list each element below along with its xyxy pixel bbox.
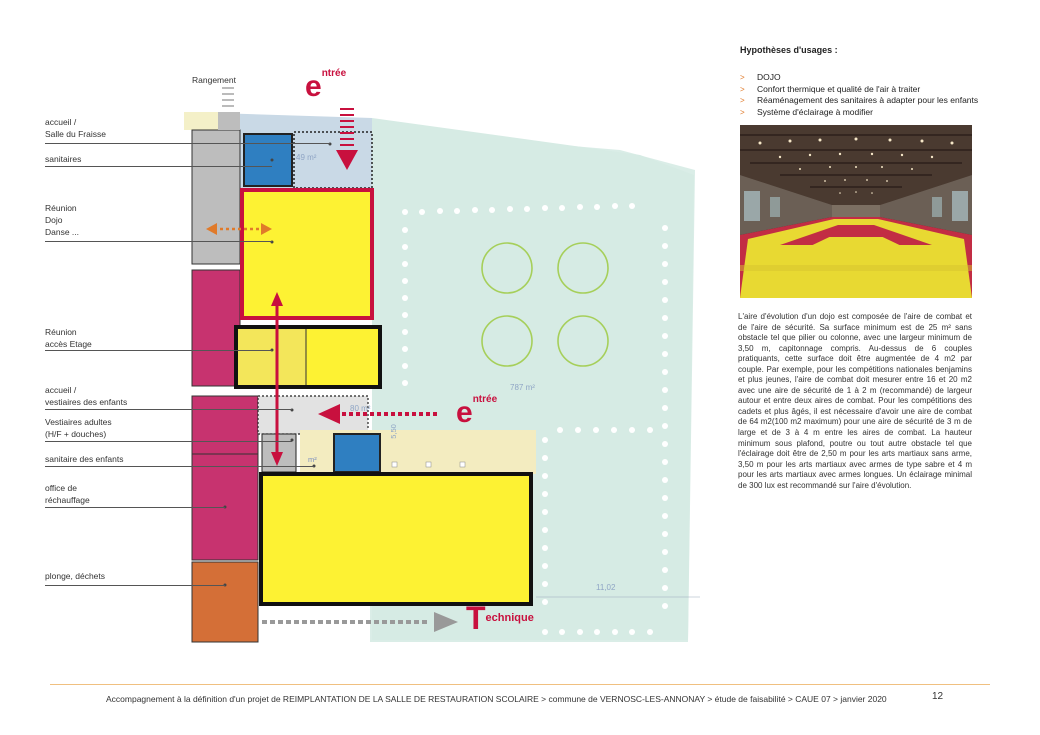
bullet-icon: >	[740, 96, 745, 105]
block-magenta-2	[192, 396, 258, 454]
block-orange	[192, 562, 258, 642]
dojo-area	[242, 190, 372, 318]
label-accueil-vestiaires: accueil / vestiaires des enfants	[45, 385, 128, 407]
technique-label	[466, 600, 534, 637]
block-magenta-1	[192, 270, 240, 386]
area-small: m²	[308, 455, 317, 464]
leader-accueil-vestiaires	[45, 409, 292, 410]
entree-top-letter: e	[305, 70, 322, 103]
leader-sanitaires	[45, 166, 272, 167]
entree-mid-letter: e	[456, 396, 473, 429]
restaurant-hall	[261, 474, 531, 604]
page-number: 12	[932, 691, 944, 702]
leader-accueil-fraisse	[45, 143, 330, 144]
bullet-icon: >	[740, 107, 745, 117]
label-plonge: plonge, déchets	[45, 571, 106, 581]
leader-reunion-etage	[45, 350, 272, 351]
dim-1102: 11,02	[596, 583, 616, 592]
block-grey-top	[192, 130, 240, 264]
hypothesis-item: > Système d'éclairage à modifier	[740, 106, 873, 117]
entree-top-label	[305, 70, 346, 104]
area-787: 787 m²	[510, 383, 535, 392]
label-vestiaires-adultes: Vestiaires adultes (H/F + douches)	[45, 417, 112, 439]
entree-mid-word: ntrée	[472, 394, 498, 405]
hypotheses-title: Hypothèses d'usages :	[740, 45, 838, 55]
hypothesis-item: > DOJO	[740, 72, 781, 82]
footer-text: Accompagnement à la définition d'un projet de REIMPLANTATION DE LA SALLE DE RESTAURATION SCOLAIRE > commune de VERNOSC-LES-ANNONAY > étude de faisabilité > CAUE 07 > janvier 2020	[106, 694, 887, 704]
entree-top-word: ntrée	[321, 68, 347, 79]
label-accueil-fraisse: accueil / Salle du Fraisse	[45, 117, 106, 139]
bullet-icon: >	[740, 84, 745, 94]
leader-reunion-dojo	[45, 241, 272, 242]
area-80: 80 m²	[350, 404, 371, 413]
technique-word: echnique	[485, 612, 534, 624]
leader-plonge	[45, 585, 225, 586]
hypothesis-item: > Réaménagement des sanitaires à adapter pour les enfants	[740, 95, 979, 105]
footer-divider	[50, 684, 990, 685]
label-sanitaires: sanitaires	[45, 154, 82, 164]
label-reunion-dojo: Réunion Dojo Danse ...	[45, 203, 80, 237]
technique-letter: T	[466, 600, 486, 636]
dojo-description: L'aire d'évolution d'un dojo est composée de l'aire de combat et de l'aire de sécurité. Sa surface minimum est de 25 m² sans obstacle tel que pilier ou colonne, avec une largeur minimum de 3,50 m, capitonnage compris. Au-dessus de 6 couples pratiquants, cette surface doit être augmentée de 4 m2 par couple. Par exemple, pour les compétitions nationales benjamins et plus jeunes, l'aire de combat doit mesurer entre 16 et 20 m2 avec une aire de sécurité de 1 à 2 m (recommandé) de largeur autour et entre deux aires de combat. Pour les compétitions des cadets et plus âgés, il est nécessaire d'avoir une aire de combat de 64 m2(100 m2 maximum) pour une aire de sécurité de 3 m de large et de 3 à 4 m entre les aires de combat. La hauteur minimum sous plafond, poutre ou tout autre obstacle tel que l'éclairage doit être de 2,50 m pour les arts martiaux sans arme, 3,50 m pour les arts martiaux avec armes de type sabre et 4 m pour les arts martiaux avec armes longues. Un éclairage minimal de 300 lux est recommandé sur l'aire d'évolution.	[738, 312, 972, 490]
label-office: office de réchauffage	[45, 483, 90, 505]
label-sanitaire-enfants: sanitaire des enfants	[45, 454, 124, 464]
label-reunion-etage: Réunion accès Etage	[45, 327, 92, 349]
dim-550: 5,50	[388, 424, 398, 439]
hypotheses-list	[738, 72, 978, 118]
area-top: 49 m²	[296, 153, 317, 162]
block-blue-top	[244, 134, 292, 186]
label-rangement: Rangement	[192, 75, 236, 85]
hypothesis-item: > Confort thermique et qualité de l'air à traiter	[740, 83, 921, 94]
dojo-photo	[740, 125, 972, 298]
leader-vestiaires-adultes	[45, 441, 292, 442]
block-rangement	[218, 112, 240, 130]
bullet-icon: >	[740, 73, 745, 82]
entree-mid-label	[456, 396, 497, 430]
rangement-marks	[222, 88, 234, 106]
leader-sanitaire-enfants	[45, 466, 314, 467]
leader-office	[45, 507, 225, 508]
block-reunion-etage-left	[238, 329, 306, 385]
block-blue-small	[334, 434, 380, 472]
